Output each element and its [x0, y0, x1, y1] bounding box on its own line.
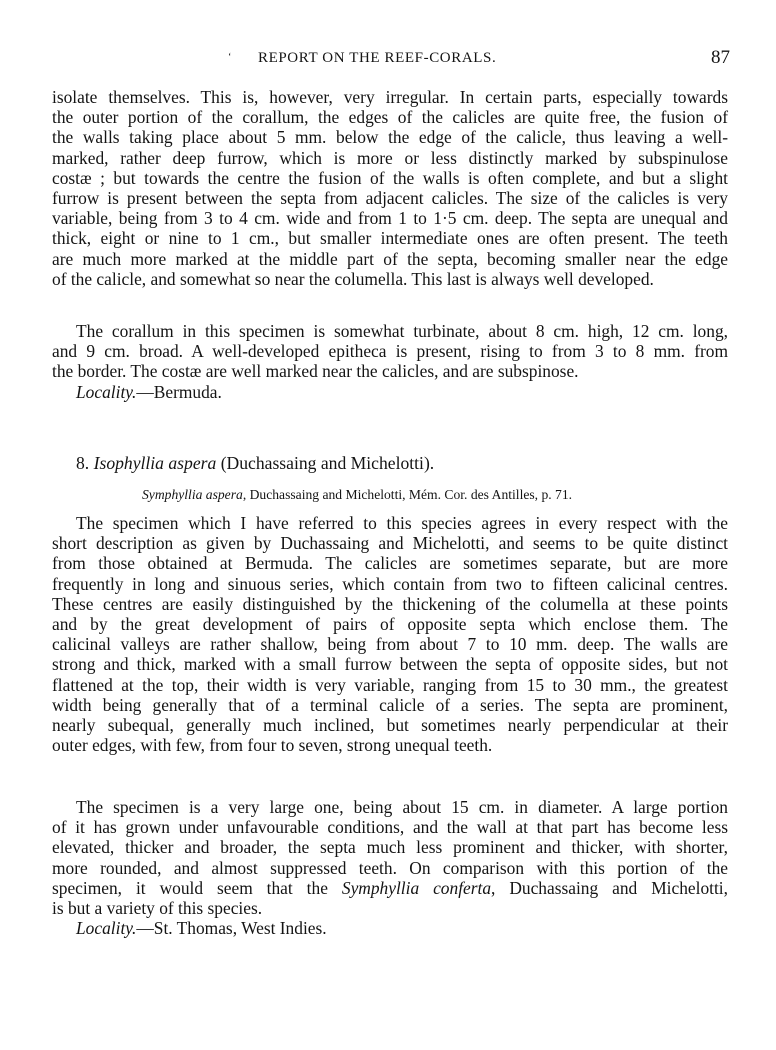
- text-line: marked, rather deep furrow, which is more or less distinctly marked by subspinulose: [52, 147, 728, 168]
- species-name-conferta: Symphyllia conferta: [341, 877, 492, 898]
- text-line: The specimen which I have referred to this species agrees in every respect with the: [76, 513, 728, 533]
- text-segment: specimen, it would seem that the: [52, 877, 342, 898]
- text-line: frequently in long and sinuous series, which contain from two to fifteen calicinal centres.: [52, 573, 728, 594]
- text-line: the outer portion of the corallum, the edges of the calicles are quite free, the fusion of: [52, 107, 728, 128]
- paragraph-corallum-description: [52, 321, 728, 402]
- text-line: short description as given by Duchassaing and Michelotti, and seems to be quite distinct: [52, 533, 728, 554]
- text-line: The specimen is a very large one, being about 15 cm. in diameter. A large portion: [76, 797, 728, 817]
- text-line: width being generally that of a terminal calicle of a series. The septa are prominent,: [52, 694, 728, 715]
- synonym-species: Symphyllia aspera: [142, 487, 243, 502]
- locality-bermuda: [52, 382, 728, 402]
- locality-value: —Bermuda.: [136, 381, 222, 402]
- text-line: furrow is present between the septa from adjacent calicles. The size of the calicles is very: [52, 187, 728, 208]
- locality-label: Locality.: [76, 918, 137, 939]
- text-line: thick, eight or nine to 1 cm., but smaller intermediate ones are often present. The teeth: [52, 228, 728, 249]
- text-line: The corallum in this specimen is somewhat turbinate, about 8 cm. high, 12 cm. long,: [76, 321, 728, 341]
- locality-value: —St. Thomas, West Indies.: [136, 918, 327, 939]
- synonym-citation: [142, 487, 572, 503]
- text-line: elevated, thicker and broader, the septa much less prominent and thicker, with shorter,: [52, 837, 728, 858]
- paragraph-specimen-description: [52, 513, 728, 755]
- text-line: of it has grown under unfavourable conditions, and the wall at that part has become less: [52, 817, 728, 838]
- page-number: 87: [711, 47, 730, 68]
- text-line: [52, 878, 728, 898]
- text-line: strong and thick, marked with a small furrow between the septa of opposite sides, but not: [52, 654, 728, 675]
- running-title: REPORT ON THE REEF-CORALS.: [258, 50, 497, 66]
- text-line: are much more marked at the middle part of the septa, becoming smaller near the edge: [52, 248, 728, 269]
- text-line: is but a variety of this species.: [52, 897, 263, 918]
- text-line: nearly subequal, generally much inclined, but sometimes nearly perpendicular at their: [52, 714, 728, 735]
- citation-text: , Duchassaing and Michelotti, Mém. Cor. des Antilles, p. 71.: [242, 487, 573, 502]
- text-line: of the calicle, and somewhat so near the columella. This last is always well developed.: [52, 268, 654, 289]
- section-number: 8.: [76, 453, 90, 473]
- text-line: and 9 cm. broad. A well-developed epitheca is present, rising to from 3 to 8 mm. from: [52, 341, 728, 362]
- text-line: from those obtained at Bermuda. The calicles are sometimes separate, but are more: [52, 553, 728, 574]
- text-line: more rounded, and almost suppressed teeth. On comparison with this portion of the: [52, 857, 728, 878]
- paragraph-continued-description: [52, 87, 728, 289]
- locality-label: Locality.: [76, 381, 137, 402]
- locality-st-thomas: [52, 918, 728, 938]
- species-name: Isophyllia aspera: [93, 453, 217, 473]
- text-line: outer edges, with few, from four to seven, strong unequal teeth.: [52, 735, 493, 756]
- text-line: calicinal valleys are rather shallow, being from about 7 to 10 mm. deep. The walls are: [52, 634, 728, 655]
- text-line: the walls taking place about 5 mm. below the edge of the calicle, thus leaving a well-: [52, 127, 728, 148]
- text-line: isolate themselves. This is, however, very irregular. In certain parts, especially towards: [52, 87, 728, 107]
- text-line: costæ ; but towards the centre the fusion of the walls is often complete, and but a slight: [52, 167, 728, 188]
- printer-mark: ʻ: [228, 52, 232, 63]
- running-header: [52, 47, 730, 74]
- text-segment: , Duchassaing and Michelotti,: [491, 877, 728, 898]
- text-line: the border. The costæ are well marked near the calicles, and are subspinose.: [52, 361, 579, 382]
- text-line: flattened at the top, their width is very variable, ranging from 15 to 30 mm., the greatest: [52, 674, 728, 695]
- species-authority: (Duchassaing and Michelotti).: [220, 453, 435, 473]
- text-line: variable, being from 3 to 4 cm. wide and from 1 to 1·5 cm. deep. The septa are unequal and: [52, 208, 728, 229]
- text-line: These centres are easily distinguished by the thickening of the columella at these points: [52, 593, 728, 614]
- paragraph-specimen-size: [52, 797, 728, 938]
- section-heading: [76, 453, 434, 474]
- text-line: and by the great development of pairs of opposite septa which enclose them. The: [52, 613, 728, 634]
